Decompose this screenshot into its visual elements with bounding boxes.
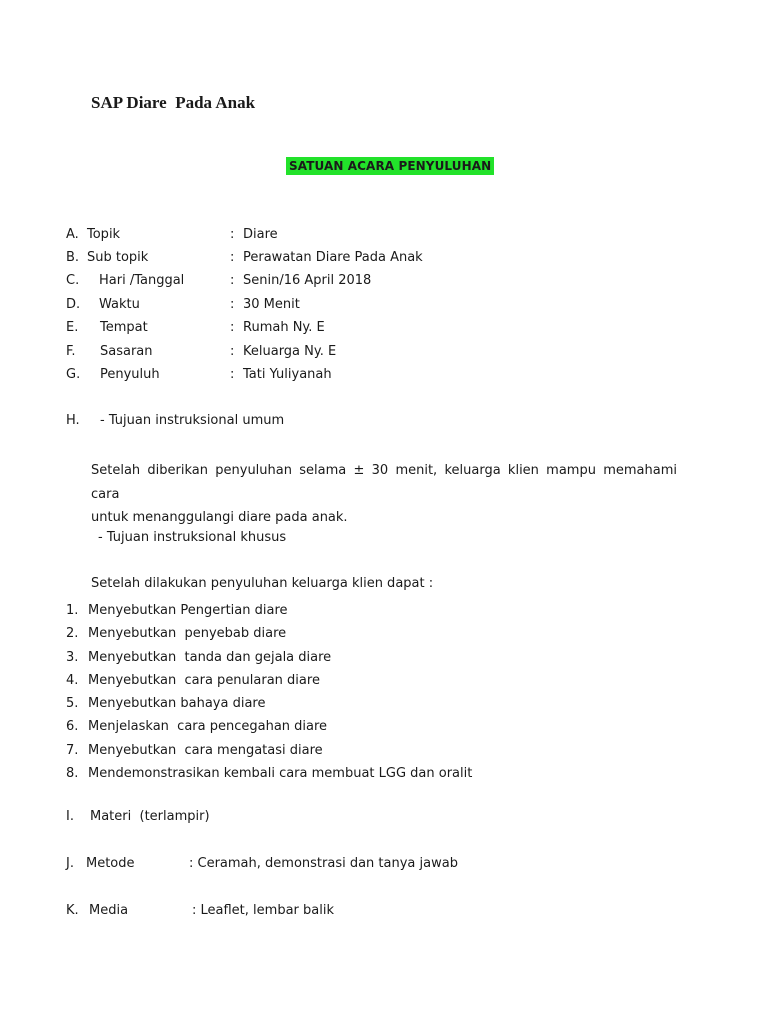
list-item-text: Menjelaskan cara pencegahan diare	[88, 719, 328, 735]
list-item-number: 2.	[66, 626, 79, 642]
list-item	[66, 762, 472, 785]
field-letter-a: A.	[66, 227, 79, 242]
field-label-hari-tanggal: Hari /Tanggal	[99, 273, 185, 288]
list-item-number: 1.	[66, 603, 79, 618]
field-letter-c: C.	[66, 273, 80, 288]
field-label-penyuluh: Penyuluh	[100, 367, 160, 382]
list-item-text: Menyebutkan bahaya diare	[88, 696, 266, 712]
list-item-text: Mendemonstrasikan kembali cara membuat LGG dan oralit	[88, 766, 473, 782]
list-item-number: 5.	[66, 696, 79, 712]
tiu-paragraph	[91, 459, 677, 530]
field-letter-b: B.	[66, 250, 80, 265]
tiu-paragraph-line-1: Setelah diberikan penyuluhan selama ± 30 menit, keluarga klien mampu memahami cara	[91, 463, 677, 502]
objectives-list	[66, 599, 472, 785]
field-label-sub-topik: Sub topik	[87, 250, 149, 265]
list-item-text: Menyebutkan penyebab diare	[88, 626, 287, 642]
field-value-hari-tanggal: Senin/16 April 2018	[243, 273, 372, 288]
field-value-sub-topik: Perawatan Diare Pada Anak	[243, 250, 423, 265]
section-i-text: Materi (terlampir)	[90, 809, 210, 824]
field-label-tempat: Tempat	[100, 320, 148, 335]
tiu-paragraph-line-2: untuk menanggulangi diare pada anak.	[91, 510, 348, 525]
field-value-penyuluh: Tati Yuliyanah	[243, 367, 332, 382]
field-sep: :	[230, 227, 235, 242]
field-sep: :	[230, 367, 235, 382]
list-item	[66, 669, 472, 692]
field-value-tempat: Rumah Ny. E	[243, 320, 325, 335]
section-i-letter: I.	[66, 809, 74, 824]
field-sep: :	[230, 320, 235, 335]
list-item-text: Menyebutkan cara penularan diare	[88, 672, 320, 688]
section-heading: SATUAN ACARA PENYULUHAN	[286, 157, 494, 175]
list-item-text: Menyebutkan tanda dan gejala diare	[88, 649, 332, 665]
list-item	[66, 692, 472, 715]
field-value-waktu: 30 Menit	[243, 297, 300, 312]
field-value-topik: Diare	[243, 227, 278, 242]
tik-label: - Tujuan instruksional khusus	[98, 530, 287, 545]
list-item	[66, 715, 472, 738]
field-label-topik: Topik	[87, 227, 121, 242]
section-k-label: Media	[89, 903, 129, 918]
list-item-number: 7.	[66, 742, 79, 758]
list-item-text: Menyebutkan Pengertian diare	[88, 603, 288, 618]
section-k-value: : Leaflet, lembar balik	[192, 903, 334, 918]
field-label-waktu: Waktu	[99, 297, 140, 312]
list-item-number: 4.	[66, 672, 79, 688]
list-item	[66, 599, 472, 622]
list-item	[66, 739, 472, 762]
document-title: SAP Diare Pada Anak	[91, 93, 256, 112]
field-sep: :	[230, 297, 235, 312]
list-item-number: 3.	[66, 649, 79, 665]
list-item-text: Menyebutkan cara mengatasi diare	[88, 742, 323, 758]
field-sep: :	[230, 344, 235, 359]
field-sep: :	[230, 273, 235, 288]
section-h-letter: H.	[66, 413, 80, 428]
field-letter-f: F.	[66, 344, 76, 359]
list-item	[66, 622, 472, 645]
field-label-sasaran: Sasaran	[100, 344, 153, 359]
section-k-letter: K.	[66, 903, 79, 918]
field-letter-e: E.	[66, 320, 79, 335]
section-j-value: : Ceramah, demonstrasi dan tanya jawab	[189, 856, 458, 871]
tik-intro: Setelah dilakukan penyuluhan keluarga klien dapat :	[91, 576, 434, 591]
section-j-label: Metode	[86, 856, 135, 871]
field-letter-g: G.	[66, 367, 81, 382]
field-value-sasaran: Keluarga Ny. E	[243, 344, 337, 359]
field-letter-d: D.	[66, 297, 81, 312]
field-sep: :	[230, 250, 235, 265]
list-item-number: 6.	[66, 719, 79, 735]
section-j-letter: J.	[66, 856, 74, 871]
tiu-label: - Tujuan instruksional umum	[100, 413, 285, 428]
list-item	[66, 646, 472, 669]
list-item-number: 8.	[66, 766, 79, 782]
